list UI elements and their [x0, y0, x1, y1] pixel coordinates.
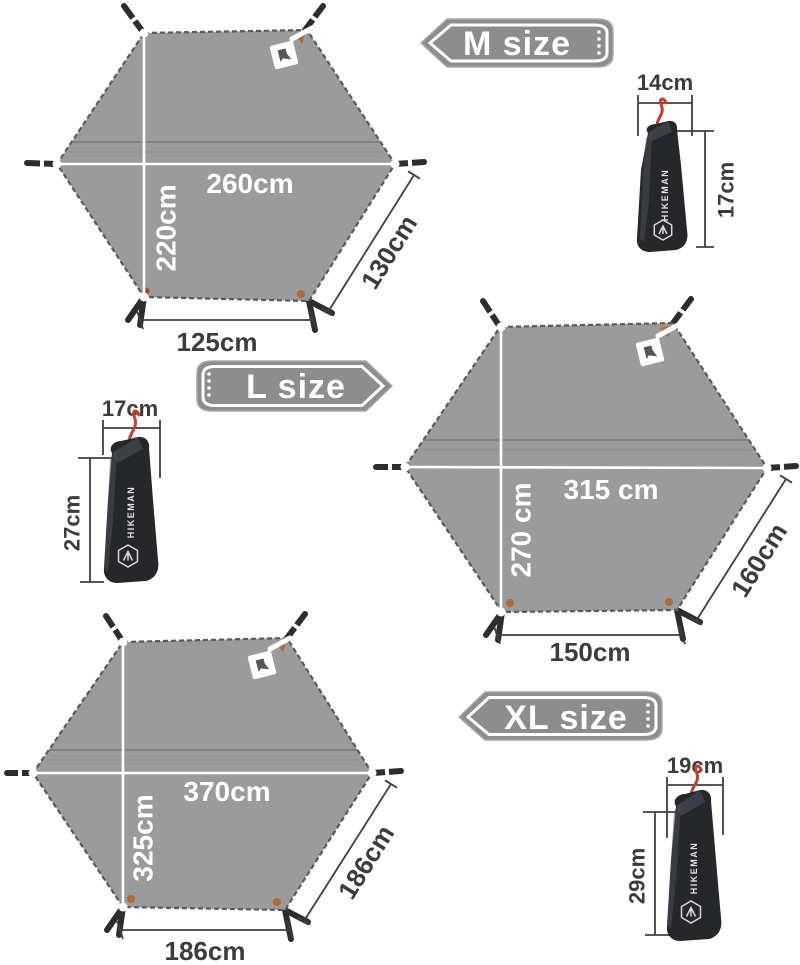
m-size-badge-label: M size [462, 25, 572, 63]
l-size-badge-label: L size [246, 368, 346, 406]
l-width-label: 315 cm [563, 474, 659, 505]
xl-size-badge-label: XL size [504, 699, 628, 737]
m-height-label: 220cm [150, 184, 182, 272]
xl-side-label: 186cm [331, 819, 401, 905]
xl-width-label: 370cm [183, 776, 271, 807]
l-corner-reinforcement [665, 598, 673, 606]
m-bag-brand-text: HIKEMAN [660, 168, 670, 222]
xl-bag-height-label: 29cm [624, 847, 650, 905]
l-bottom-dimension [494, 626, 685, 667]
m-tarp-body [57, 30, 395, 301]
m-corner-reinforcement [297, 290, 305, 298]
m-width-label: 260cm [206, 168, 294, 199]
l-bag-height-label: 27cm [59, 494, 85, 552]
m-bag-height-label: 17cm [713, 161, 739, 219]
m-side-label: 130cm [354, 209, 424, 295]
xl-bag-width-label: 19cm [666, 753, 724, 778]
l-tarp [376, 299, 796, 667]
l-size-badge [197, 361, 392, 411]
l-bottom-label: 150cm [549, 637, 631, 667]
l-width-line [405, 467, 767, 468]
l-stuff-sack [60, 396, 161, 583]
xl-corner-reinforcement [127, 895, 135, 903]
m-stuff-sack [637, 70, 739, 252]
m-tarp [27, 6, 424, 357]
xl-height-label: 325cm [127, 794, 159, 882]
l-bag-brand-text: HIKEMAN [126, 485, 136, 539]
m-size-badge [421, 19, 613, 67]
l-height-label: 270 cm [505, 482, 537, 578]
xl-size-badge [459, 692, 662, 740]
m-bag-width-label: 14cm [636, 70, 694, 95]
m-bottom-dimension [137, 311, 316, 357]
l-corner-reinforcement [506, 599, 514, 607]
m-bottom-label: 125cm [176, 327, 258, 357]
xl-stuff-sack [625, 753, 724, 941]
l-side-label: 160cm [724, 517, 794, 603]
l-bag-width-label: 17cm [101, 396, 159, 421]
xl-tarp [7, 614, 401, 965]
xl-bottom-label: 186cm [164, 936, 246, 965]
xl-corner-reinforcement [273, 898, 281, 906]
xl-bag-brand-text: HIKEMAN [689, 841, 699, 895]
xl-bottom-dimension [117, 921, 293, 965]
